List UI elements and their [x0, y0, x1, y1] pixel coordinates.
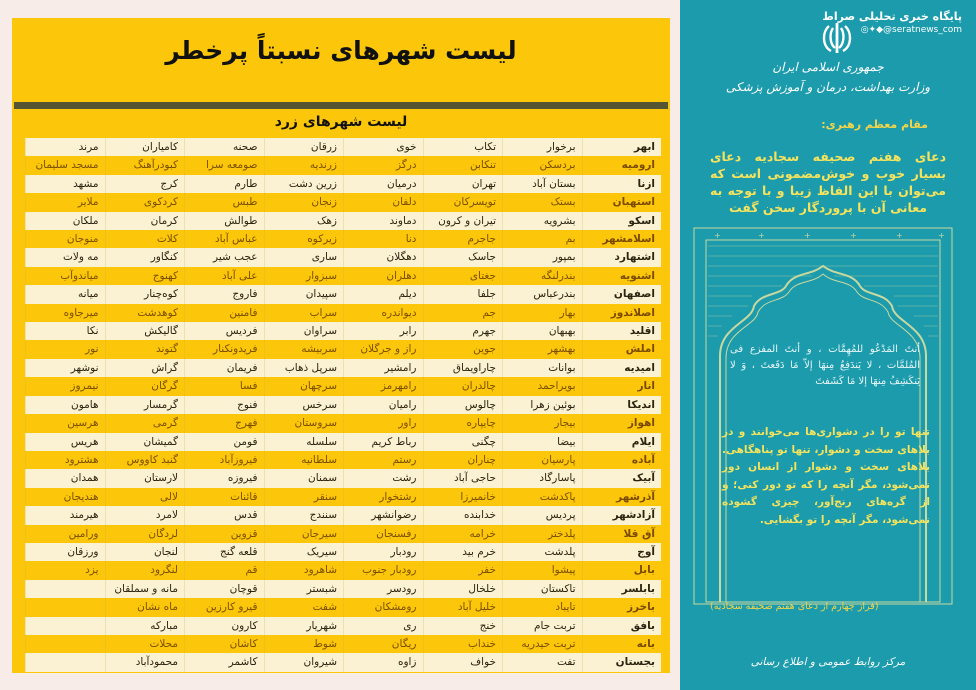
city-cell: هشترود	[25, 451, 105, 469]
city-cell: بجستان	[582, 653, 662, 671]
table-row	[25, 285, 661, 303]
city-cell: اسلامشهر	[582, 230, 662, 248]
city-cell: راور	[343, 414, 423, 432]
title-divider	[14, 102, 668, 109]
city-cell: خدابنده	[423, 506, 503, 524]
table-row	[25, 267, 661, 285]
city-cell: سربیشه	[264, 340, 344, 358]
city-cell: قزوین	[184, 525, 264, 543]
city-cell: بهشهر	[502, 340, 582, 358]
city-cell: بشرویه	[502, 212, 582, 230]
city-cell: قائنات	[184, 488, 264, 506]
gov-line-2: وزارت بهداشت، درمان و آموزش پزشکی	[725, 80, 931, 94]
city-cell: شبستر	[264, 580, 344, 598]
city-cell: انار	[582, 377, 662, 395]
city-cell: میرجاوه	[25, 304, 105, 322]
city-cell: بم	[502, 230, 582, 248]
table-row	[25, 193, 661, 211]
city-cell: فردیس	[184, 322, 264, 340]
page-title: لیست شهرهای نسبتاً پرخطر	[165, 36, 517, 65]
city-cell: سراوان	[264, 322, 344, 340]
city-cell: دلفان	[343, 193, 423, 211]
city-cell: خنج	[423, 617, 503, 635]
city-cell: کوهدشت	[105, 304, 185, 322]
city-cell: ورزقان	[25, 543, 105, 561]
city-cell: حاجی آباد	[423, 469, 503, 487]
city-cell: ریگان	[343, 635, 423, 653]
city-cell: خوی	[343, 138, 423, 156]
city-cell	[25, 580, 105, 598]
city-cell: راز و جرگلان	[343, 340, 423, 358]
city-cell: کنگاور	[105, 248, 185, 266]
city-cell: جاجرم	[423, 230, 503, 248]
table-row	[25, 506, 661, 524]
city-cell: زرقان	[264, 138, 344, 156]
city-cell: بندرلنگه	[502, 267, 582, 285]
table-row	[25, 617, 661, 635]
city-cell: علی آباد	[184, 267, 264, 285]
table-row	[25, 230, 661, 248]
leader-label: مقام معظم رهبری:	[821, 118, 928, 131]
city-cell: تفت	[502, 653, 582, 671]
city-cell: چالدران	[423, 377, 503, 395]
city-cell: قم	[184, 561, 264, 579]
city-cell: ملکان	[25, 212, 105, 230]
arch-frame-ornament	[692, 226, 954, 606]
table-title: لیست شهرهای زرد	[274, 114, 408, 130]
table-row	[25, 248, 661, 266]
city-cell: کبودرآهنگ	[105, 156, 185, 174]
city-cell: بویراحمد	[502, 377, 582, 395]
city-cell: اشنویه	[582, 267, 662, 285]
city-cell: پردیس	[502, 506, 582, 524]
city-cell: گتوند	[105, 340, 185, 358]
city-cell: سرچهان	[264, 377, 344, 395]
city-cell: بوئین زهرا	[502, 396, 582, 414]
table-row	[25, 377, 661, 395]
city-cell: زرندیه	[264, 156, 344, 174]
city-cell: لارستان	[105, 469, 185, 487]
city-cell: پاکدشت	[502, 488, 582, 506]
city-cell: محمودآباد	[105, 653, 185, 671]
city-cell: آبیک	[582, 469, 662, 487]
city-cell: دیلم	[343, 285, 423, 303]
table-row	[25, 635, 661, 653]
city-cell: دهلران	[343, 267, 423, 285]
city-cell: سیریک	[264, 543, 344, 561]
city-cell: بابل	[582, 561, 662, 579]
city-cell	[25, 598, 105, 616]
city-cell: فامنین	[184, 304, 264, 322]
city-cell: عجب شیر	[184, 248, 264, 266]
svg-text:+: +	[938, 231, 945, 240]
city-cell: محلات	[105, 635, 185, 653]
city-cell: پارسیان	[502, 451, 582, 469]
city-cell: اصلاندوز	[582, 304, 662, 322]
city-cell: کارون	[184, 617, 264, 635]
city-cell: لالی	[105, 488, 185, 506]
city-cell: مه ولات	[25, 248, 105, 266]
city-cell: استهبان	[582, 193, 662, 211]
city-cell: بستان آباد	[502, 175, 582, 193]
table-row	[25, 469, 661, 487]
city-cell: میانه	[25, 285, 105, 303]
city-cell: هامون	[25, 396, 105, 414]
city-cell: سرپل ذهاب	[264, 359, 344, 377]
table-row	[25, 653, 661, 671]
svg-text:+: +	[714, 231, 721, 240]
city-cell: چناران	[423, 451, 503, 469]
prayer-source: (فراز چهارم از دعای هفتم صحیفه سجادیه)	[710, 601, 879, 612]
city-cell: فیروزه	[184, 469, 264, 487]
city-cell	[25, 617, 105, 635]
city-cell: گراش	[105, 359, 185, 377]
table-row	[25, 433, 661, 451]
city-cell: فیروزآباد	[184, 451, 264, 469]
city-cell: باخرز	[582, 598, 662, 616]
city-cell: تکاب	[423, 138, 503, 156]
city-cell: تنکابن	[423, 156, 503, 174]
prayer-translation: تنها تو را در دشواری‌ها می‌خوانند و در بلاهای سخت و دشوار، تنها تو پناهگاهی. بلاهای سخت و دشوار از انسان دور نمی‌شود، مگر آنچه را که تو دور کنی؛ و از گره‌های رنج‌آور، چیزی گشوده نمی‌شود، مگر آنچه را تو بگشایی.	[722, 426, 930, 526]
table-row	[25, 525, 661, 543]
table-row	[25, 138, 661, 156]
city-cell: ساری	[264, 248, 344, 266]
city-cell: سیرجان	[264, 525, 344, 543]
city-cell: طارم	[184, 175, 264, 193]
city-cell: طوالش	[184, 212, 264, 230]
city-cell: مرند	[25, 138, 105, 156]
city-cell: همدان	[25, 469, 105, 487]
city-cell: چالوس	[423, 396, 503, 414]
city-cell: مشهد	[25, 175, 105, 193]
city-cell: سلسله	[264, 433, 344, 451]
city-cell: بوانات	[502, 359, 582, 377]
city-cell: نوشهر	[25, 359, 105, 377]
city-cell: سنندج	[264, 506, 344, 524]
city-cell: تهران	[423, 175, 503, 193]
city-cell: چایپاره	[423, 414, 503, 432]
city-cell: بردسکن	[502, 156, 582, 174]
city-cell: مانه و سملقان	[105, 580, 185, 598]
city-cell: خرامه	[423, 525, 503, 543]
city-cell: قیرو کارزین	[184, 598, 264, 616]
city-cell: فنوج	[184, 396, 264, 414]
city-cell: نکا	[25, 322, 105, 340]
city-cell: رستم	[343, 451, 423, 469]
city-cell: شفت	[264, 598, 344, 616]
city-cell: رومشکان	[343, 598, 423, 616]
city-cell: پاسارگاد	[502, 469, 582, 487]
city-cell: بیجار	[502, 414, 582, 432]
city-cell: شوط	[264, 635, 344, 653]
table-row	[25, 304, 661, 322]
city-cell: بهار	[502, 304, 582, 322]
city-cell: شیروان	[264, 653, 344, 671]
city-cell: آذرشهر	[582, 488, 662, 506]
city-cell: فریدونکنار	[184, 340, 264, 358]
city-cell: قوچان	[184, 580, 264, 598]
city-cell: خلیل آباد	[423, 598, 503, 616]
city-cell: آباده	[582, 451, 662, 469]
gov-line-1: جمهوری اسلامی ایران	[772, 60, 884, 74]
city-cell: زنجان	[264, 193, 344, 211]
city-cell: رفسنجان	[343, 525, 423, 543]
city-cell: اصفهان	[582, 285, 662, 303]
city-cell: قدس	[184, 506, 264, 524]
city-cell: گرمسار	[105, 396, 185, 414]
brand-handle-text: @seratnews_com	[883, 25, 962, 35]
brand-name: پایگاه خبری تحلیلی صراط	[822, 10, 962, 23]
cities-table	[25, 138, 661, 672]
city-cell: فاروج	[184, 285, 264, 303]
svg-text:+: +	[758, 231, 765, 240]
city-cell: دیواندره	[343, 304, 423, 322]
city-cell: اشتهارد	[582, 248, 662, 266]
city-cell: رباط کریم	[343, 433, 423, 451]
city-cell: لردگان	[105, 525, 185, 543]
city-cell: ایلام	[582, 433, 662, 451]
city-cell: گمیشان	[105, 433, 185, 451]
city-cell: خانمیرزا	[423, 488, 503, 506]
city-cell: خواف	[423, 653, 503, 671]
city-cell: خفر	[423, 561, 503, 579]
social-icons: ◎✦◆	[860, 25, 884, 35]
city-cell: آزادشهر	[582, 506, 662, 524]
city-cell: سراب	[264, 304, 344, 322]
city-cell: گرمی	[105, 414, 185, 432]
city-cell: کرج	[105, 175, 185, 193]
city-cell: هرسین	[25, 414, 105, 432]
city-cell: گرگان	[105, 377, 185, 395]
city-cell: سرخس	[264, 396, 344, 414]
city-cell	[25, 653, 105, 671]
city-cell: رودسر	[343, 580, 423, 598]
city-cell: فومن	[184, 433, 264, 451]
city-cell: تیران و کرون	[423, 212, 503, 230]
arabic-prayer-text: أنتَ المَدْعُو للمُهِمَّات ، و أنتَ المفزع فی المُلمَّات ، لا یَندَفِعُ مِنهَا إلاّ مَا دَفَعتَ ، وَ لا یَنکَشِفُ مِنهَا إلا مَا کَشَفتَ	[730, 344, 920, 387]
city-cell: گنبد کاووس	[105, 451, 185, 469]
table-row	[25, 175, 661, 193]
city-cell: دنا	[343, 230, 423, 248]
city-cell: جاسک	[423, 248, 503, 266]
city-cell: خرم بید	[423, 543, 503, 561]
city-cell: بیضا	[502, 433, 582, 451]
city-cell: کاشان	[184, 635, 264, 653]
city-cell: کردکوی	[105, 193, 185, 211]
city-cell: ورامین	[25, 525, 105, 543]
city-cell: دهگلان	[343, 248, 423, 266]
city-cell: بهبهان	[502, 322, 582, 340]
city-cell: ازنا	[582, 175, 662, 193]
city-cell: نور	[25, 340, 105, 358]
svg-text:+: +	[896, 231, 903, 240]
city-cell: ماه نشان	[105, 598, 185, 616]
city-cell: فسا	[184, 377, 264, 395]
city-cell: دماوند	[343, 212, 423, 230]
city-cell: کاشمر	[184, 653, 264, 671]
city-cell: خنداب	[423, 635, 503, 653]
table-row	[25, 451, 661, 469]
city-cell: پیشوا	[502, 561, 582, 579]
city-cell: مبارکه	[105, 617, 185, 635]
table-row	[25, 414, 661, 432]
city-cell: تربت جام	[502, 617, 582, 635]
city-cell: شاهرود	[264, 561, 344, 579]
city-cell: سنقر	[264, 488, 344, 506]
city-cell: جلفا	[423, 285, 503, 303]
city-cell: رامیان	[343, 396, 423, 414]
city-cell: امیدیه	[582, 359, 662, 377]
city-cell: چاراویماق	[423, 359, 503, 377]
svg-text:+: +	[850, 231, 857, 240]
city-cell: تویسرکان	[423, 193, 503, 211]
city-cell: هیرمند	[25, 506, 105, 524]
city-cell: زرین دشت	[264, 175, 344, 193]
city-cell: جم	[423, 304, 503, 322]
city-cell: صحنه	[184, 138, 264, 156]
city-cell: تربت حیدریه	[502, 635, 582, 653]
city-cell: املش	[582, 340, 662, 358]
city-cell: آق قلا	[582, 525, 662, 543]
city-cell: جغتای	[423, 267, 503, 285]
city-cell: فهرج	[184, 414, 264, 432]
city-cell: لامرد	[105, 506, 185, 524]
table-row	[25, 322, 661, 340]
city-cell: جهرم	[423, 322, 503, 340]
city-cell: زهک	[264, 212, 344, 230]
city-cell: بمپور	[502, 248, 582, 266]
city-cell: شهریار	[264, 617, 344, 635]
city-cell: گالیکش	[105, 322, 185, 340]
city-cell: زیرکوه	[264, 230, 344, 248]
city-cell: ارومیه	[582, 156, 662, 174]
city-cell: بافق	[582, 617, 662, 635]
city-cell: لنجان	[105, 543, 185, 561]
city-cell: نیمروز	[25, 377, 105, 395]
city-cell: سپیدان	[264, 285, 344, 303]
city-cell: بابلسر	[582, 580, 662, 598]
table-row	[25, 561, 661, 579]
city-cell: درگز	[343, 156, 423, 174]
city-cell: میاندوآب	[25, 267, 105, 285]
city-cell: فریمان	[184, 359, 264, 377]
city-cell: تاکستان	[502, 580, 582, 598]
city-cell: صومعه سرا	[184, 156, 264, 174]
table-row	[25, 598, 661, 616]
table-row	[25, 580, 661, 598]
city-cell: برخوار	[502, 138, 582, 156]
city-cell: سبزوار	[264, 267, 344, 285]
city-cell: پلدشت	[502, 543, 582, 561]
city-cell: کهنوج	[105, 267, 185, 285]
city-cell: رضوانشهر	[343, 506, 423, 524]
city-cell	[25, 635, 105, 653]
city-cell: عباس آباد	[184, 230, 264, 248]
table-row	[25, 156, 661, 174]
city-cell: منوجان	[25, 230, 105, 248]
city-cell: رشتخوار	[343, 488, 423, 506]
svg-text:+: +	[804, 231, 811, 240]
city-cell: اهواز	[582, 414, 662, 432]
city-cell: طبس	[184, 193, 264, 211]
table-row	[25, 359, 661, 377]
city-cell: رابر	[343, 322, 423, 340]
city-cell: اقلید	[582, 322, 662, 340]
city-cell: کامیاران	[105, 138, 185, 156]
iran-emblem-icon	[818, 20, 856, 56]
city-cell: هریس	[25, 433, 105, 451]
city-cell: ملایر	[25, 193, 105, 211]
ministry-footer: مرکز روابط عمومی و اطلاع رسانی	[750, 656, 906, 668]
city-cell: رشت	[343, 469, 423, 487]
city-cell: ری	[343, 617, 423, 635]
city-cell: سمنان	[264, 469, 344, 487]
city-cell: تایباد	[502, 598, 582, 616]
city-cell: مسجد سلیمان	[25, 156, 105, 174]
city-cell: کوه‌چنار	[105, 285, 185, 303]
city-cell: رامشیر	[343, 359, 423, 377]
city-cell: زاوه	[343, 653, 423, 671]
city-cell: بستک	[502, 193, 582, 211]
city-cell: خلخال	[423, 580, 503, 598]
city-cell: رودبار جنوب	[343, 561, 423, 579]
city-cell: اندیکا	[582, 396, 662, 414]
city-cell: کلات	[105, 230, 185, 248]
city-cell: هندیجان	[25, 488, 105, 506]
table-row	[25, 212, 661, 230]
city-cell: رودبار	[343, 543, 423, 561]
city-cell: اسکو	[582, 212, 662, 230]
city-cell: ابهر	[582, 138, 662, 156]
yellow-cities-panel	[12, 18, 670, 673]
city-cell: سلطانیه	[264, 451, 344, 469]
table-row	[25, 340, 661, 358]
leader-quote: دعای هفتم صحیفه سجادیه دعای بسیار خوب و خوش‌مضمونی است که می‌توان با این الفاظ زیبا و با توجه به معانی آن با پروردگار سخن گفت	[710, 149, 946, 215]
city-cell: چگنی	[423, 433, 503, 451]
table-row	[25, 488, 661, 506]
city-cell: یزد	[25, 561, 105, 579]
city-cell: قلعه گنج	[184, 543, 264, 561]
ministry-panel	[680, 0, 976, 690]
city-cell: رامهرمز	[343, 377, 423, 395]
city-cell: لنگرود	[105, 561, 185, 579]
city-cell: سروستان	[264, 414, 344, 432]
city-cell: آوج	[582, 543, 662, 561]
city-cell: بندرعباس	[502, 285, 582, 303]
city-cell: درمیان	[343, 175, 423, 193]
table-row	[25, 396, 661, 414]
table-row	[25, 543, 661, 561]
city-cell: جوین	[423, 340, 503, 358]
city-cell: پلدختر	[502, 525, 582, 543]
city-cell: بانه	[582, 635, 662, 653]
city-cell: کرمان	[105, 212, 185, 230]
